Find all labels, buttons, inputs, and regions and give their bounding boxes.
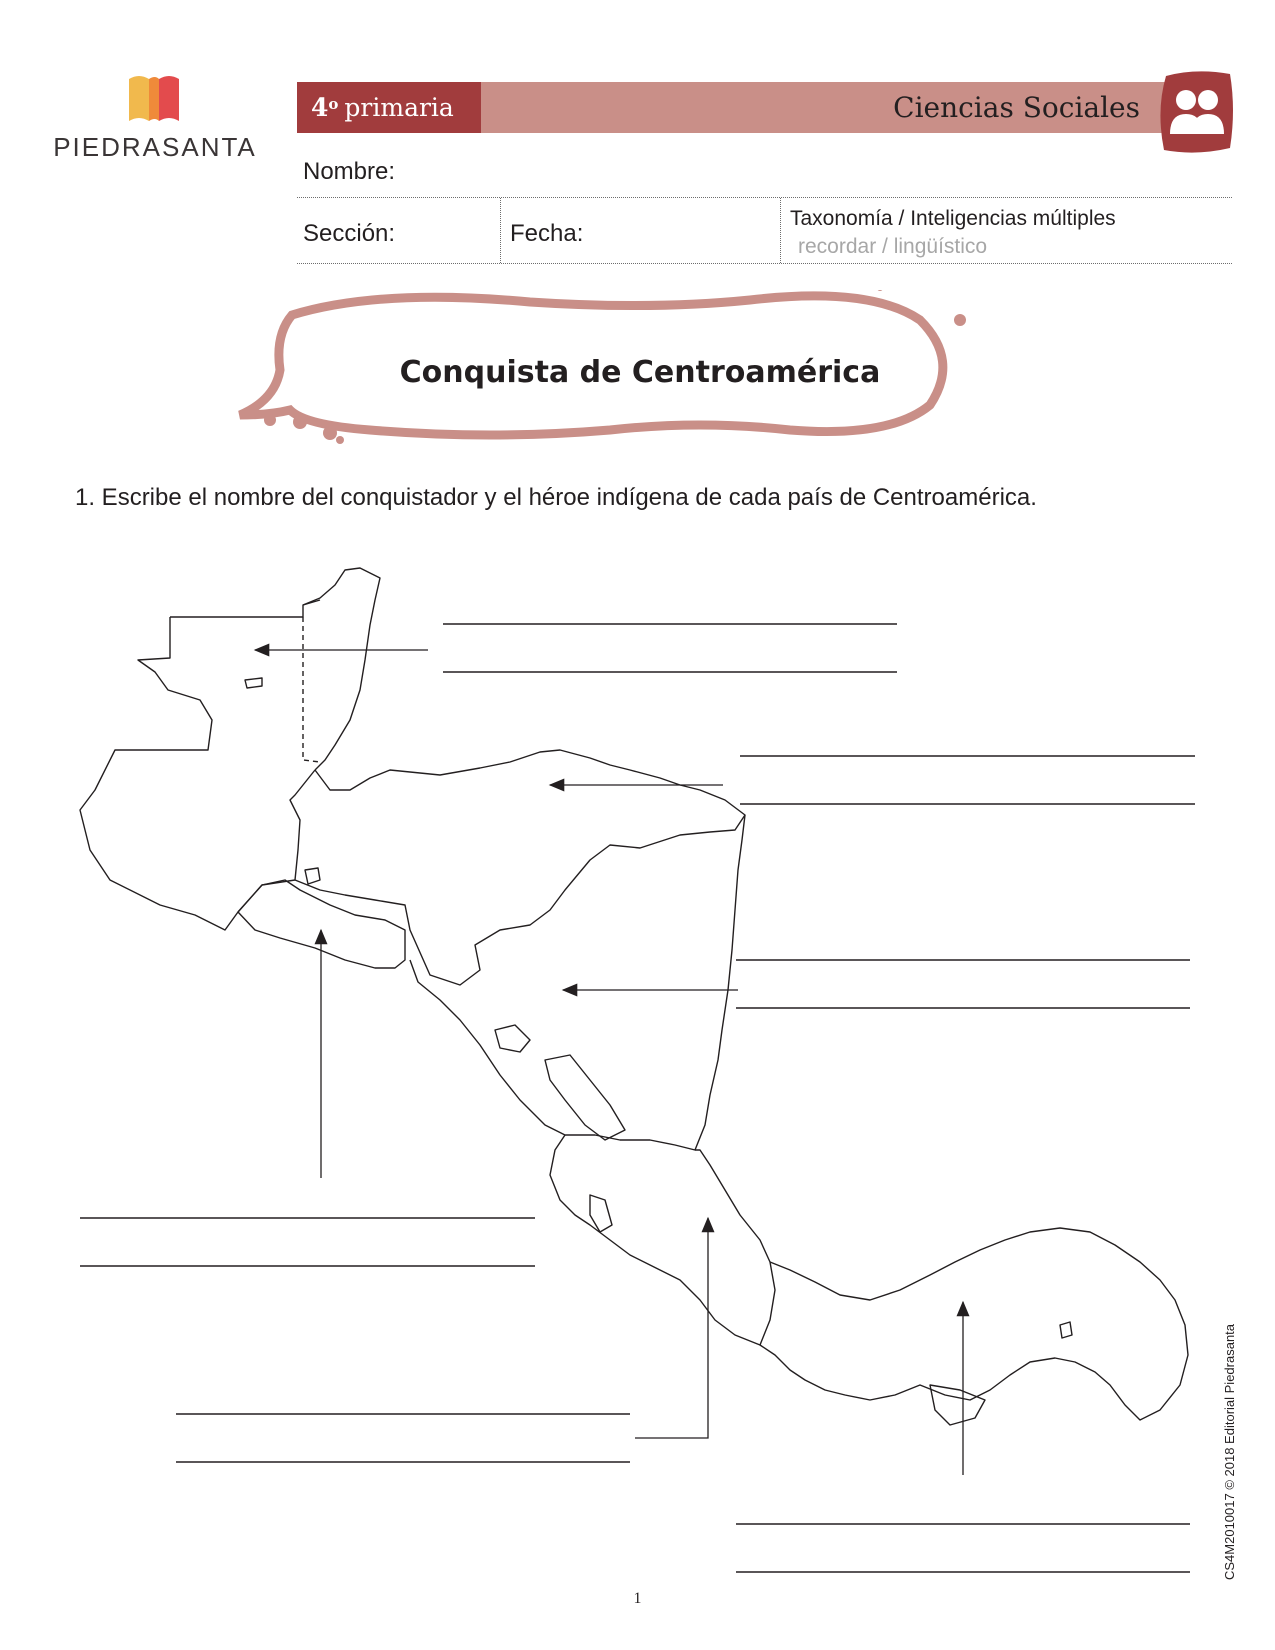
subject-title: Ciencias Sociales <box>893 91 1140 124</box>
lake-izabal <box>305 868 320 884</box>
guatemala-north-border <box>170 600 320 617</box>
field-divider <box>780 198 781 263</box>
logo-text: PIEDRASANTA <box>53 132 257 162</box>
lake-managua <box>495 1025 530 1052</box>
lake-peten <box>245 678 262 688</box>
field-divider <box>500 198 501 263</box>
question-text: 1. Escribe el nombre del conquistador y el héroe indígena de cada país de Centroamérica. <box>75 484 1037 511</box>
azuero-peninsula <box>930 1385 985 1425</box>
piedrasanta-logo <box>50 70 260 170</box>
grade-superscript: o <box>328 95 339 113</box>
book-logo-icon <box>125 73 185 125</box>
worksheet-title: Conquista de Centroamérica <box>399 355 881 390</box>
pearl-islands <box>1060 1322 1072 1338</box>
costa-rica-outline <box>550 1135 775 1345</box>
taxonomy-title: Taxonomía / Inteligencias múltiples <box>790 207 1116 230</box>
grade-number: 4 <box>311 93 329 122</box>
grade-label <box>297 82 481 133</box>
people-icon <box>1156 70 1236 156</box>
guatemala-outline <box>80 617 295 930</box>
date-label: Fecha: <box>510 220 584 247</box>
nicoya-peninsula <box>590 1195 612 1232</box>
nicaragua-outline <box>410 815 745 1150</box>
name-label: Nombre: <box>303 158 396 185</box>
belize-border <box>303 617 320 762</box>
page-number: 1 <box>633 1590 642 1607</box>
footer-code: CS4M2010017 © 2018 Editorial Piedrasanta <box>1222 1323 1237 1580</box>
section-label: Sección: <box>303 220 396 247</box>
belize-outline <box>303 568 380 770</box>
panama-outline <box>760 1228 1188 1420</box>
taxonomy-values: recordar / lingüístico <box>798 235 988 258</box>
name-line <box>297 197 1232 198</box>
lake-nicaragua <box>545 1055 625 1140</box>
section-line <box>297 263 1232 264</box>
arrow-costa-rica <box>635 1218 708 1438</box>
grade-word: primaria <box>344 93 454 122</box>
central-america-map <box>0 540 1275 1590</box>
